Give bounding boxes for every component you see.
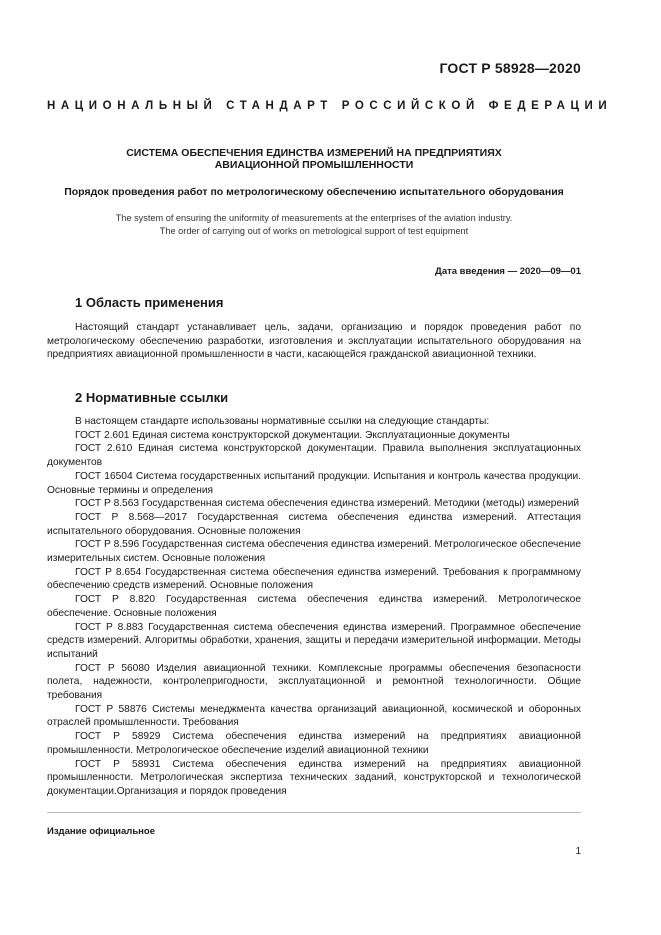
reference-item: ГОСТ Р 58876 Системы менеджмента качества организаций авиационной, космической и оборонных отраслей промышленности. Требования	[47, 703, 581, 729]
official-edition-label: Издание официальное	[47, 826, 155, 837]
page-number: 1	[575, 846, 581, 857]
english-title	[47, 212, 581, 237]
introduction-date: Дата введения — 2020—09—01	[435, 266, 581, 277]
doc-number: ГОСТ Р 58928—2020	[439, 60, 581, 76]
national-standard-heading: НАЦИОНАЛЬНЫЙ СТАНДАРТ РОССИЙСКОЙ ФЕДЕРАЦИИ	[47, 100, 613, 112]
english-title-line-1: The system of ensuring the uniformity of measurements at the enterprises of the aviation industry.	[115, 213, 513, 223]
references-list	[47, 415, 581, 799]
title-line-1: СИСТЕМА ОБЕСПЕЧЕНИЯ ЕДИНСТВА ИЗМЕРЕНИЙ НА ПРЕДПРИЯТИЯХ	[126, 147, 502, 159]
reference-item: ГОСТ Р 8.596 Государственная система обеспечения единства измерений. Метрологическое обеспечение измерительных систем. Основные положения	[47, 539, 581, 565]
document-title	[47, 147, 581, 171]
section-1-text	[47, 321, 581, 362]
section-1-heading: 1 Область применения	[75, 295, 224, 310]
references-intro: В настоящем стандарте использованы нормативные ссылки на следующие стандарты:	[75, 416, 490, 427]
english-title-line-2: The order of carrying out of works on metrological support of test equipment	[159, 225, 469, 236]
reference-item: ГОСТ 2.610 Единая система конструкторской документации. Правила выполнения эксплуатационных документов	[47, 443, 581, 469]
section-1-body: Настоящий стандарт устанавливает цель, задачи, организацию и порядок проведения работ по метрологическому обеспечению разработки, изготовления и эксплуатации испытательного оборудования на предприятиях авиационной промышленности в части, касающейся гражданской авиационной техники.	[47, 322, 581, 361]
reference-item: ГОСТ Р 8.883 Государственная система обеспечения единства измерений. Программное обеспечение средств измерений. Алгоритмы обработки, хранения, защиты и передачи измерительной информации. Методы испытаний	[47, 621, 581, 660]
reference-item: ГОСТ Р 58931 Система обеспечения единства измерений на предприятиях авиационной промышленности. Метрологическая экспертиза технических заданий, конструкторской и технологической документации.Организация и порядок проведения	[47, 758, 581, 797]
reference-item: ГОСТ Р 56080 Изделия авиационной техники. Комплексные программы обеспечения безопасности полета, надежности, контролепригодности, эксплуатационной и ремонтной технологичности. Общие требования	[47, 662, 581, 702]
reference-item: ГОСТ Р 8.654 Государственная система обеспечения единства измерений. Требования к программному обеспечению средств измерений. Основные положения	[47, 566, 581, 592]
reference-item: ГОСТ Р 8.563 Государственная система обеспечения единства измерений. Методики (методы) измерений	[75, 498, 580, 510]
reference-item: ГОСТ Р 8.568—2017 Государственная система обеспечения единства измерений. Аттестация испытательного оборудования. Основные положения	[47, 511, 581, 537]
reference-item: ГОСТ 16504 Система государственных испытаний продукции. Испытания и контроль качества продукции. Основные термины и определения	[47, 470, 581, 496]
reference-item: ГОСТ Р 58929 Система обеспечения единства измерений на предприятиях авиационной промышленности. Метрологическое обеспечение изделий авиационной техники	[47, 731, 581, 756]
reference-item: ГОСТ 2.601 Единая система конструкторской документации. Эксплуатационные документы	[75, 429, 510, 441]
document-subtitle: Порядок проведения работ по метрологическому обеспечению испытательного оборудования	[64, 186, 564, 198]
reference-item: ГОСТ Р 8.820 Государственная система обеспечения единства измерений. Метрологическое обеспечение. Основные положения	[47, 594, 581, 619]
footer-divider	[47, 812, 581, 813]
title-line-2: АВИАЦИОННОЙ ПРОМЫШЛЕННОСТИ	[214, 159, 414, 171]
section-2-heading: 2 Нормативные ссылки	[75, 390, 229, 405]
